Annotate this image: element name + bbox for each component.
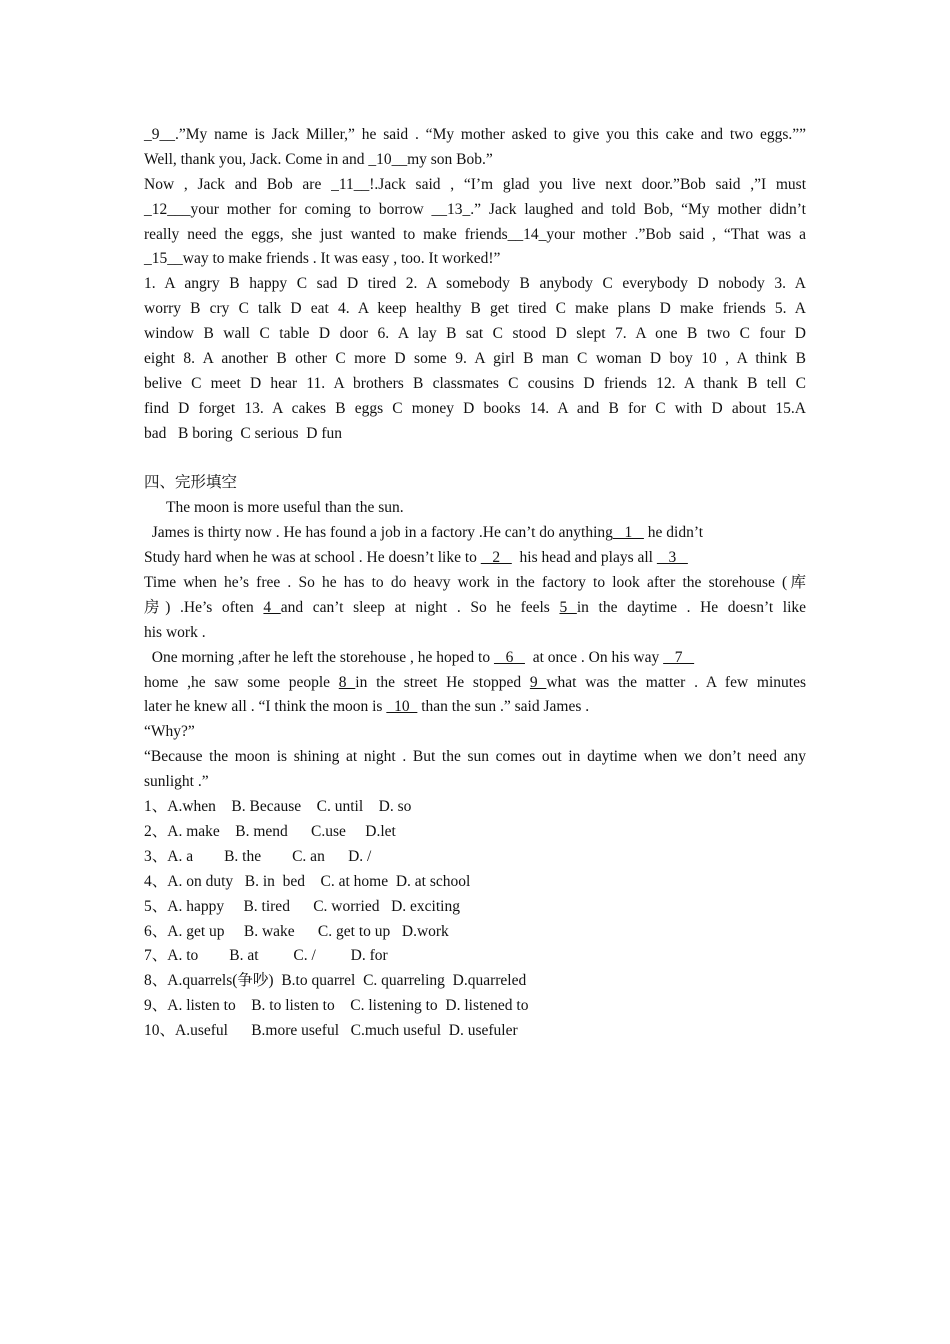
text-run: what was the matter . A few minutes <box>546 673 806 691</box>
choice-line: 9、A. listen to B. to listen to C. listening to D. listened to <box>144 997 529 1015</box>
choice-line: 3、A. a B. the C. an D. / <box>144 847 372 865</box>
text-run: 房) .He’s often <box>144 598 264 616</box>
blank-8: 8 <box>338 673 356 691</box>
passage-line: _9__.”My name is Jack Miller,” he said . “My mother asked to give you this cake and two eggs.”” <box>144 126 806 143</box>
choice-line: 1、A.when B. Because C. until D. so <box>144 798 412 816</box>
text-run: One morning ,after he left the storehouse , he hoped to <box>144 648 494 666</box>
text-run: at once . On his way <box>524 648 664 666</box>
passage-line <box>144 695 806 720</box>
blank-1: 1 <box>612 524 644 542</box>
blank-6: 6 <box>493 648 525 666</box>
text-run: Study hard when he was at school . He doesn’t like to <box>144 549 481 567</box>
passage-line: _15__way to make friends . It was easy , too. It worked!” <box>144 250 501 268</box>
blank-7: 7 <box>663 648 695 666</box>
passage-line: Time when he’s free . So he has to do heavy work in the factory to look after the storehouse (库 <box>144 574 806 592</box>
passage-line: “Because the moon is shining at night . But the sun comes out in daytime when we don’t need any <box>144 748 806 766</box>
options-line: bad B boring C serious D fun <box>144 424 343 442</box>
section-heading: 四、完形填空 <box>144 474 238 492</box>
passage-line <box>144 521 806 546</box>
passage-line: really need the eggs, she just wanted to make friends__14_your mother .”Bob said , “That was a <box>144 225 806 243</box>
options-line: window B wall C table D door 6. A lay B sat C stood D slept 7. A one B two C four D <box>144 325 806 343</box>
passage-line <box>144 671 806 696</box>
text-run: in the street He stopped <box>355 673 530 691</box>
options-line: belive C meet D hear 11. A brothers B classmates C cousins D friends 12. A thank B tell C <box>144 374 806 392</box>
text-run: his head and plays all <box>511 549 657 567</box>
text-run: than the sun .” said James . <box>417 698 590 716</box>
choice-line: 8、A.quarrels(争吵) B.to quarrel C. quarreling D.quarreled <box>144 972 527 990</box>
blank-9: 9 <box>529 673 547 691</box>
blank-5: 5 <box>559 598 577 616</box>
passage-line: sunlight .” <box>144 773 209 791</box>
passage-line <box>144 546 806 571</box>
text-run: later he knew all . “I think the moon is <box>144 698 387 716</box>
document-page <box>144 123 806 1044</box>
choice-line: 4、A. on duty B. in bed C. at home D. at school <box>144 872 471 890</box>
options-line: 1. A angry B happy C sad D tired 2. A somebody B anybody C everybody D nobody 3. A <box>144 275 806 293</box>
text-run: James is thirty now . He has found a job in a factory .He can’t do anything <box>144 524 613 542</box>
choice-line: 5、A. happy B. tired C. worried D. exciting <box>144 897 460 915</box>
passage-line: Well, thank you, Jack. Come in and _10__my son Bob.” <box>144 150 493 168</box>
passage-line <box>144 646 806 671</box>
passage-line: “Why?” <box>144 723 195 741</box>
options-line: find D forget 13. A cakes B eggs C money D books 14. A and B for C with D about 15.A <box>144 399 806 417</box>
options-line: worry B cry C talk D eat 4. A keep healthy B get tired C make plans D make friends 5. A <box>144 300 806 318</box>
choice-line: 7、A. to B. at C. / D. for <box>144 947 388 965</box>
blank-10: 10 <box>386 698 418 716</box>
text-run: he didn’t <box>643 524 704 542</box>
spacer <box>144 447 806 472</box>
choice-line: 2、A. make B. mend C.use D.let <box>144 822 396 840</box>
blank-2: 2 <box>480 549 512 567</box>
choice-line: 6、A. get up B. wake C. get to up D.work <box>144 922 449 940</box>
passage-line <box>144 596 806 621</box>
text-run: in the daytime . He doesn’t like <box>576 598 807 616</box>
passage-line: his work . <box>144 623 206 641</box>
text-run: home ,he saw some people <box>144 673 339 691</box>
text-run: and can’t sleep at night . So he feels <box>280 598 560 616</box>
blank-4: 4 <box>263 598 281 616</box>
passage-line: Now , Jack and Bob are _11__!.Jack said , “I’m glad you live next door.”Bob said ,”I must <box>144 175 806 193</box>
blank-3: 3 <box>656 549 688 567</box>
passage-line: _12___your mother for coming to borrow __13_.” Jack laughed and told Bob, “My mother didn’t <box>144 200 806 218</box>
passage-title: The moon is more useful than the sun. <box>166 499 404 517</box>
options-line: eight 8. A another B other C more D some 9. A girl B man C woman D boy 10 , A think B <box>144 350 806 368</box>
choice-line: 10、A.useful B.more useful C.much useful D. usefuler <box>144 1022 518 1040</box>
